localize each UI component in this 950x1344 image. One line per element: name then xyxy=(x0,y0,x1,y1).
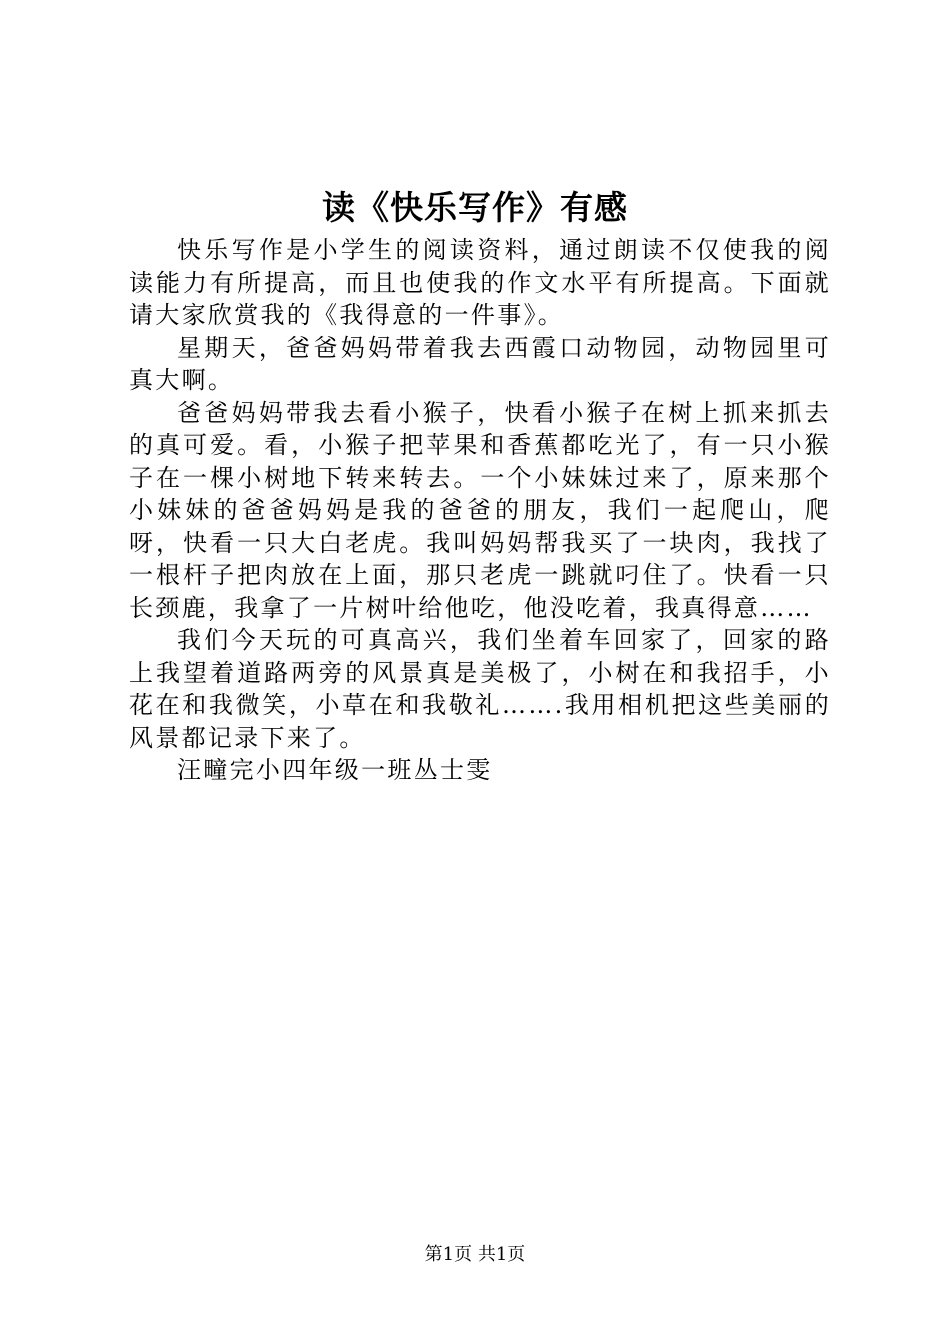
author-signature: 汪疃完小四年级一班丛士雯 xyxy=(177,756,493,784)
paragraph-sunday: 星期天，爸爸妈妈带着我去西霞口动物园，动物园里可真大啊。 xyxy=(129,333,831,394)
page-footer: 第1页 共1页 xyxy=(424,1244,526,1265)
paragraph-return-home: 我们今天玩的可真高兴，我们坐着车回家了，回家的路上我望着道路两旁的风景真是美极了，小树在和我招手，小花在和我微笑，小草在和我敬礼…….我用相机把这些美丽的风景都记录下来了。 xyxy=(129,626,831,752)
paragraph-zoo-visit: 爸爸妈妈带我去看小猴子，快看小猴子在树上抓来抓去的真可爱。看，小猴子把苹果和香蕉都吃光了，有一只小猴子在一棵小树地下转来转去。一个小妹妹过来了，原来那个小妹妹的爸爸妈妈是我的爸爸的朋友，我们一起爬山，爬呀，快看一只大白老虎。我叫妈妈帮我买了一块肉，我找了一根杆子把肉放在上面，那只老虎一跳就叼住了。快看一只长颈鹿，我拿了一片树叶给他吃，他没吃着，我真得意…… xyxy=(129,398,831,622)
document-title: 读《快乐写作》有感 xyxy=(322,188,628,227)
document-body xyxy=(129,234,831,787)
paragraph-intro: 快乐写作是小学生的阅读资料，通过朗读不仅使我的阅读能力有所提高，而且也使我的作文水平有所提高。下面就请大家欣赏我的《我得意的一件事》。 xyxy=(129,236,831,329)
